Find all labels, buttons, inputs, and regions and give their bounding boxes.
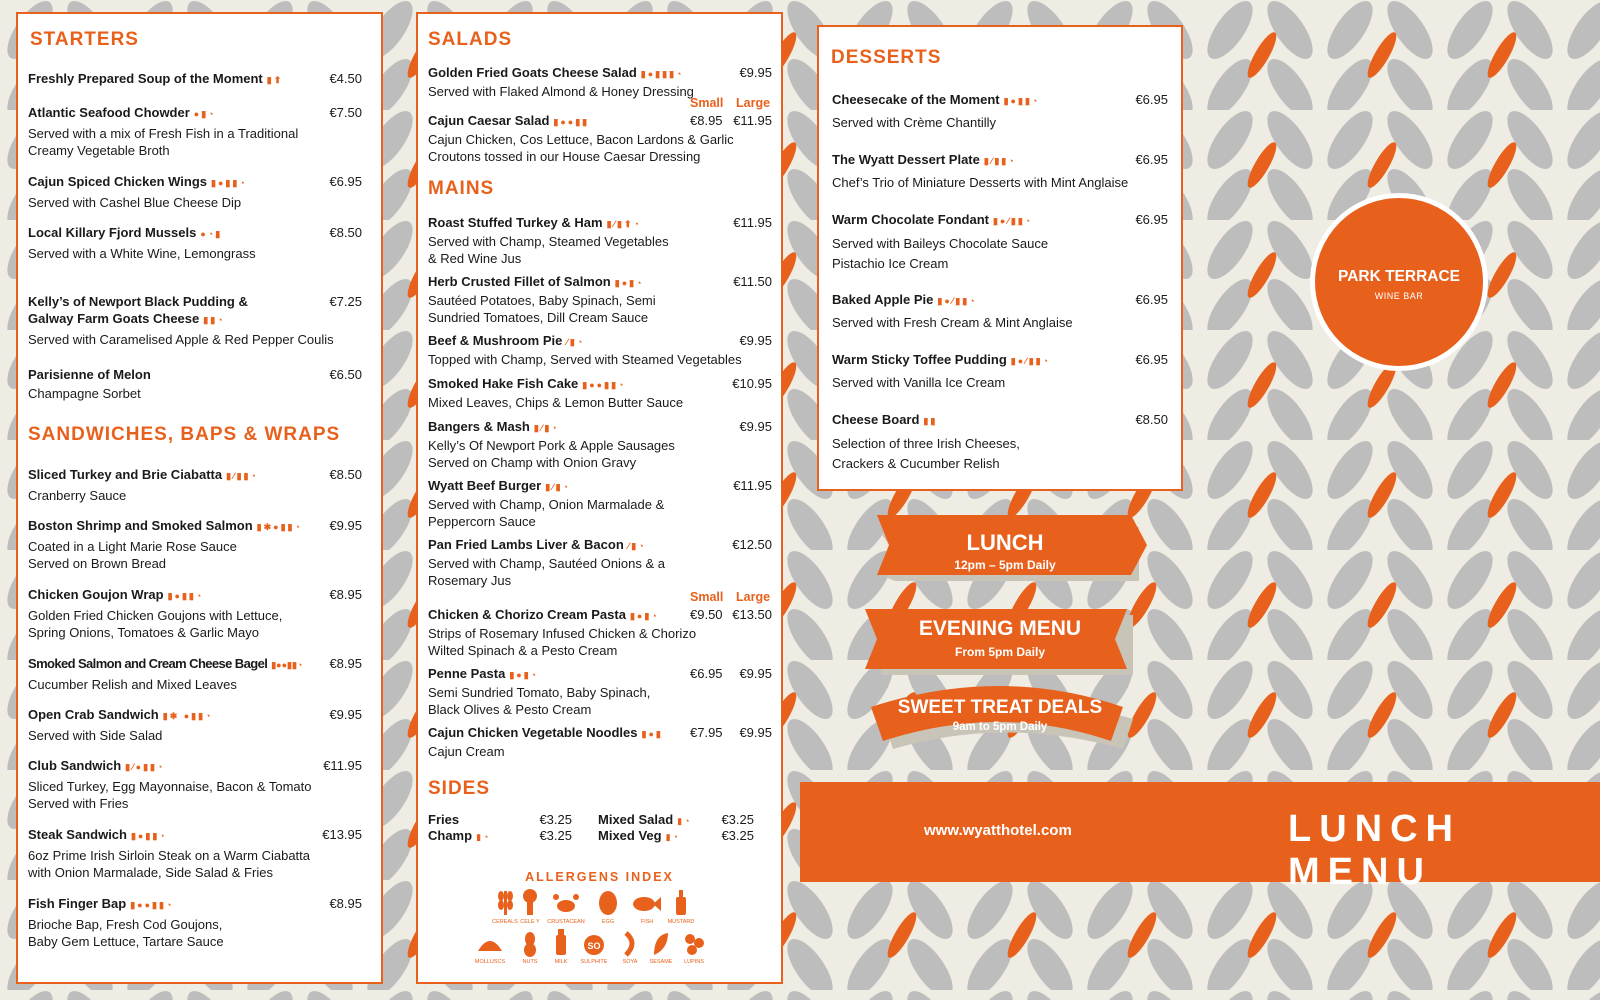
item-name: Parisienne of Melon — [28, 367, 151, 382]
allergen-icons: ▮▮ — [923, 416, 938, 426]
item-desc: Served with Baileys Chocolate Sauce Pistachio Ice Cream — [832, 236, 1049, 271]
logo-name: PARK TERRACE — [1338, 268, 1460, 285]
small-size-label: Small — [690, 96, 724, 110]
middle-menu-panel — [416, 12, 783, 984]
item-name: Cajun Spiced Chicken Wings — [28, 174, 208, 189]
item-desc: Cucumber Relish and Mixed Leaves — [28, 677, 237, 692]
item-price: €8.50 — [329, 467, 362, 482]
milk-bottle-icon — [556, 929, 566, 955]
item-name: Beef & Mushroom Pie — [428, 333, 563, 348]
item-desc: Cajun Chicken, Cos Lettuce, Bacon Lardons & Garlic Croutons tossed in our House Caesar Dressing — [428, 132, 734, 164]
item-price: €3.25 — [721, 828, 754, 843]
item-name: Cajun Caesar Salad — [428, 113, 550, 128]
allergen-icons: ▮●▮▮◔ — [1003, 96, 1040, 106]
item-price: €8.95 — [329, 656, 362, 671]
fish-icon — [633, 897, 661, 911]
allergen-icons: ▮●⁄▮▮◔ — [937, 296, 977, 306]
mains-heading: MAINS — [428, 178, 495, 199]
item-name: Baked Apple Pie — [832, 292, 934, 307]
allergen-icons: ●▮◔ — [193, 109, 216, 119]
side-item — [428, 827, 572, 845]
lunch-ribbon-sub: 12pm – 5pm Daily — [954, 558, 1056, 572]
left-menu-panel — [16, 12, 383, 984]
allergen-icons: ▮⁄▮◔ — [533, 423, 559, 433]
item-name: Mixed Salad — [598, 812, 674, 827]
allergen-icons: ▮●▮▮◔ — [211, 178, 247, 188]
item-name: Boston Shrimp and Smoked Salmon — [28, 518, 253, 533]
allergens-title: ALLERGENS INDEX — [525, 870, 674, 884]
starters-heading: STARTERS — [30, 29, 139, 50]
menu-item — [832, 91, 1168, 131]
item-name: Smoked Hake Fish Cake — [428, 376, 579, 391]
item-name: Open Crab Sandwich — [28, 707, 159, 722]
item-name: Atlantic Seafood Chowder — [28, 105, 190, 120]
item-desc: Served with Caramelised Apple & Red Pepper Coulis — [28, 332, 334, 347]
item-price: €9.95 — [739, 65, 772, 80]
menu-item — [428, 665, 772, 718]
menu-item — [28, 895, 362, 950]
large-size-label: Large — [736, 590, 771, 604]
item-desc: Sliced Turkey, Egg Mayonnaise, Bacon & Tomato Served with Fries — [28, 779, 312, 811]
footer-band — [800, 782, 1600, 893]
item-name: Warm Chocolate Fondant — [832, 212, 989, 227]
menu-item — [428, 64, 772, 100]
item-price: €11.95 — [733, 215, 772, 230]
item-price: €4.50 — [329, 71, 362, 86]
item-price: €3.25 — [539, 828, 572, 843]
allergen-label: EGG — [601, 919, 615, 925]
item-name: Bangers & Mash — [428, 419, 530, 434]
menu-item — [428, 536, 772, 589]
allergen-icons: ▮●⁄▮▮◔ — [1010, 356, 1051, 366]
item-price-large: €11.95 — [733, 113, 772, 128]
item-price: €8.95 — [329, 896, 362, 911]
allergen-icons: ▮◔ — [677, 816, 692, 826]
item-desc: Served with Fresh Cream & Mint Anglaise — [832, 315, 1073, 330]
item-desc: Selection of three Irish Cheeses, Crackers & Cucumber Relish — [832, 436, 1020, 471]
item-price: €3.25 — [539, 812, 572, 827]
menu-item — [28, 826, 362, 881]
item-desc: Served with a White Wine, Lemongrass — [28, 246, 256, 261]
item-price: €3.25 — [721, 812, 754, 827]
menu-item — [428, 606, 772, 659]
sides-heading: SIDES — [428, 778, 491, 799]
item-desc: Served with Cashel Blue Cheese Dip — [28, 195, 242, 210]
allergen-icons: ▮●●▮▮◔ — [271, 660, 303, 670]
item-name: Roast Stuffed Turkey & Ham — [428, 215, 603, 230]
svg-text:SO: SO — [587, 941, 601, 951]
menu-item — [28, 366, 362, 402]
item-name: The Wyatt Dessert Plate — [832, 152, 980, 167]
allergen-label: FISH — [640, 919, 654, 925]
item-desc: Golden Fried Chicken Goujons with Lettuce, Spring Onions, Tomatoes & Garlic Mayo — [28, 608, 283, 640]
allergen-icons: ▮●▮▮◔ — [130, 831, 167, 841]
mustard-bottle-icon — [676, 890, 686, 915]
allergen-icons: ▮●●▮▮◔ — [582, 380, 626, 390]
item-price: €8.95 — [329, 587, 362, 602]
evening-ribbon-title: EVENING MENU — [918, 617, 1082, 640]
menu-item — [28, 70, 362, 89]
wheat-icon — [498, 891, 513, 915]
menu-item — [28, 293, 362, 348]
item-price: €7.25 — [329, 294, 362, 309]
menu-item — [28, 104, 362, 159]
allergen-icons: ▮●▮◔ — [629, 611, 659, 621]
allergen-icons: ▮◔ — [476, 832, 491, 842]
item-desc: Served with Side Salad — [28, 728, 163, 743]
item-desc: Strips of Rosemary Infused Chicken & Chorizo Wilted Spinach & a Pesto Cream — [428, 626, 697, 658]
item-name: Penne Pasta — [428, 666, 506, 681]
item-desc: Cranberry Sauce — [28, 488, 127, 503]
item-price: €6.95 — [1135, 292, 1168, 307]
item-price: €13.95 — [322, 827, 362, 842]
allergen-label: MOLLUSCS — [474, 959, 506, 965]
sweet-treat-sub: 9am to 5pm Daily — [952, 721, 1048, 733]
item-price-small: €9.50 — [690, 607, 723, 622]
allergen-icons: ▮●⁄▮▮◔ — [992, 216, 1033, 226]
menu-item — [832, 291, 1168, 331]
item-name: Smoked Salmon and Cream Cheese Bagel — [28, 656, 268, 671]
menu-item — [832, 411, 1168, 474]
item-price: €8.50 — [329, 225, 362, 240]
item-price: €10.95 — [732, 376, 772, 391]
item-name: Fries — [428, 812, 460, 827]
item-price: €6.95 — [1135, 152, 1168, 167]
menu-item — [28, 757, 362, 812]
menu-item — [428, 724, 772, 760]
item-price: €7.50 — [329, 105, 362, 120]
desserts-heading: DESSERTS — [831, 47, 942, 68]
item-price: €8.50 — [1135, 412, 1168, 427]
website-link[interactable]: www.wyatthotel.com — [924, 822, 1072, 839]
item-desc: Brioche Bap, Fresh Cod Goujons, Baby Gem Lettuce, Tartare Sauce — [28, 917, 224, 949]
item-price: €9.95 — [329, 707, 362, 722]
allergen-icons: ▮●●▮▮◔ — [130, 900, 174, 910]
small-size-label: Small — [690, 590, 724, 604]
item-desc: Sautéed Potatoes, Baby Spinach, Semi Sundried Tomatoes, Dill Cream Sauce — [428, 293, 656, 325]
lupin-icon — [685, 934, 704, 955]
allergen-icons: ▮⁄●▮▮◔ — [125, 762, 165, 772]
item-name: Sliced Turkey and Brie Ciabatta — [28, 467, 223, 482]
allergen-label: NUTS — [522, 959, 538, 965]
sulphite-icon — [584, 935, 604, 955]
shell-icon — [478, 941, 502, 951]
item-price-large: €13.50 — [732, 607, 772, 622]
item-price-small: €6.95 — [690, 666, 723, 681]
allergen-label: SESAME — [649, 959, 673, 965]
allergen-icons: ▮⁄▮▮◔ — [983, 156, 1016, 166]
menu-item — [832, 351, 1168, 391]
item-desc: Served with Champ, Steamed Vegetables & Red Wine Jus — [428, 234, 669, 266]
allergen-icons: ▮✱●▮▮◔ — [256, 522, 302, 532]
allergen-icons: ⁄▮◔ — [627, 541, 646, 551]
salads-heading: SALADS — [428, 29, 513, 50]
item-name: Local Killary Fjord Mussels — [28, 225, 197, 240]
allergen-label: CEREALS — [492, 919, 518, 925]
item-name: Chicken & Chorizo Cream Pasta — [428, 607, 626, 622]
menu-item — [428, 214, 772, 267]
menu-item — [428, 273, 772, 326]
sesame-icon — [654, 933, 668, 955]
allergen-icons: ▮✱ ●▮▮◔ — [162, 711, 213, 721]
item-desc: Kelly’s Of Newport Pork & Apple Sausages Served on Champ with Onion Gravy — [428, 438, 675, 470]
logo-sub: WINE BAR — [1374, 291, 1424, 301]
item-desc: Served with Vanilla Ice Cream — [832, 375, 1006, 390]
item-price: €9.95 — [739, 333, 772, 348]
item-desc: Champagne Sorbet — [28, 386, 141, 401]
item-name: Club Sandwich — [28, 758, 122, 773]
allergen-icons: ▮⁄▮▮◔ — [226, 471, 258, 481]
desserts-panel — [817, 25, 1183, 491]
item-name: Mixed Veg — [598, 828, 662, 843]
item-name: Freshly Prepared Soup of the Moment — [28, 71, 263, 86]
item-desc: Served with Crème Chantilly — [832, 115, 997, 130]
item-name: Golden Fried Goats Cheese Salad — [428, 65, 637, 80]
item-desc: 6oz Prime Irish Sirloin Steak on a Warm Ciabatta with Onion Marmalade, Side Salad & Fries — [28, 848, 311, 880]
large-size-label: Large — [736, 96, 771, 110]
menu-item — [832, 151, 1168, 191]
item-name: Steak Sandwich — [28, 827, 127, 842]
menu-item — [428, 332, 772, 368]
item-desc: Mixed Leaves, Chips & Lemon Butter Sauce — [428, 395, 684, 410]
item-price: €11.95 — [323, 758, 362, 773]
peanut-icon — [524, 932, 536, 957]
item-price: €6.95 — [1135, 92, 1168, 107]
allergen-icons: ●◔▮ — [200, 229, 223, 239]
lunch-ribbon-title: LUNCH — [966, 530, 1044, 555]
item-price: €9.95 — [329, 518, 362, 533]
park-terrace-logo — [1310, 193, 1488, 371]
allergen-icons: ▮●▮◔ — [509, 670, 539, 680]
item-price-small: €8.95 — [690, 113, 723, 128]
item-desc: Served with Champ, Sautéed Onions & a Rosemary Jus — [428, 556, 666, 588]
item-price: €6.50 — [329, 367, 362, 382]
sweet-treat-title: SWEET TREAT DEALS — [897, 697, 1103, 718]
egg-icon — [599, 891, 617, 915]
allergen-icons: ▮●▮▮◔ — [167, 591, 204, 601]
item-price: €11.95 — [733, 478, 772, 493]
item-price-large: €9.95 — [739, 666, 772, 681]
menu-item — [832, 211, 1168, 274]
menu-item — [428, 418, 772, 471]
menu-item — [428, 477, 772, 530]
item-desc: Served with a mix of Fresh Fish in a Traditional Creamy Vegetable Broth — [28, 126, 299, 158]
allergen-icons: ▮⁄▮⬆◔ — [606, 219, 641, 229]
item-price: €6.95 — [329, 174, 362, 189]
allergen-icons: ▮⬆ — [266, 75, 284, 85]
menu-item — [428, 375, 772, 411]
item-desc: Topped with Champ, Served with Steamed Vegetables — [428, 352, 742, 367]
allergens-icons-grid — [418, 887, 781, 987]
celery-icon — [523, 889, 537, 915]
allergen-label: SULPHITE — [580, 959, 608, 965]
item-desc: Semi Sundried Tomato, Baby Spinach, Black Olives & Pesto Cream — [428, 685, 651, 717]
evening-ribbon-sub: From 5pm Daily — [954, 645, 1046, 659]
menu-item — [28, 517, 362, 572]
allergen-label: CELE Y — [520, 919, 540, 925]
item-desc: Cajun Cream — [428, 744, 505, 759]
soya-icon — [626, 933, 632, 955]
menu-item — [28, 224, 362, 262]
sandwiches-heading: SANDWICHES, BAPS & WRAPS — [28, 424, 341, 445]
allergen-icons: ▮●▮▮▮◔ — [640, 69, 684, 79]
menu-item — [28, 173, 362, 211]
allergen-icons: ▮●▮ — [641, 729, 663, 739]
item-name: Cajun Chicken Vegetable Noodles — [428, 725, 638, 740]
allergen-icons: ▮▮◔ — [203, 315, 225, 325]
item-price: €9.95 — [739, 419, 772, 434]
item-price: €6.95 — [1135, 212, 1168, 227]
item-price: €11.50 — [733, 274, 772, 289]
allergen-icons: ▮●●▮▮ — [553, 117, 590, 127]
item-name: Champ — [428, 828, 473, 843]
menu-item — [28, 706, 362, 744]
item-name: Wyatt Beef Burger — [428, 478, 542, 493]
allergen-icons: ▮⁄▮◔ — [545, 482, 571, 492]
allergen-icons: ▮◔ — [665, 832, 680, 842]
menu-item — [28, 586, 362, 641]
item-desc: Served with Champ, Onion Marmalade & Peppercorn Sauce — [428, 497, 665, 529]
menu-item — [428, 112, 772, 165]
item-desc: Chef’s Trio of Miniature Desserts with Mint Anglaise — [832, 175, 1129, 190]
allergen-label: SOYA — [622, 959, 638, 965]
item-price: €12.50 — [732, 537, 772, 552]
side-item — [598, 827, 754, 845]
item-name: Herb Crusted Fillet of Salmon — [428, 274, 611, 289]
allergen-icons: ⁄▮◔ — [566, 337, 585, 347]
allergen-label: MILK — [554, 959, 568, 965]
item-name: Kelly’s of Newport Black Pudding & Galway Farm Goats Cheese — [28, 294, 248, 326]
item-desc: Coated in a Light Marie Rose Sauce Served on Brown Bread — [28, 539, 237, 571]
allergen-label: CRUSTACEAN — [547, 919, 585, 925]
item-price: €6.95 — [1135, 352, 1168, 367]
item-name: Warm Sticky Toffee Pudding — [832, 352, 1007, 367]
menu-title: LUNCH MENU — [1288, 808, 1461, 893]
allergen-label: MUSTARD — [667, 919, 695, 925]
menu-item — [28, 655, 362, 693]
item-name: Cheesecake of the Moment — [832, 92, 1000, 107]
item-name: Cheese Board — [832, 412, 920, 427]
allergen-label: LUPINS — [684, 959, 704, 965]
crab-icon — [553, 894, 579, 912]
menu-item — [28, 466, 362, 504]
item-name: Fish Finger Bap — [28, 896, 127, 911]
item-desc: Served with Flaked Almond & Honey Dressing — [428, 84, 694, 99]
item-price-large: €9.95 — [739, 725, 772, 740]
item-price-small: €7.95 — [690, 725, 723, 740]
item-name: Chicken Goujon Wrap — [28, 587, 164, 602]
allergen-icons: ▮●▮◔ — [614, 278, 644, 288]
item-name: Pan Fried Lambs Liver & Bacon — [428, 537, 624, 552]
